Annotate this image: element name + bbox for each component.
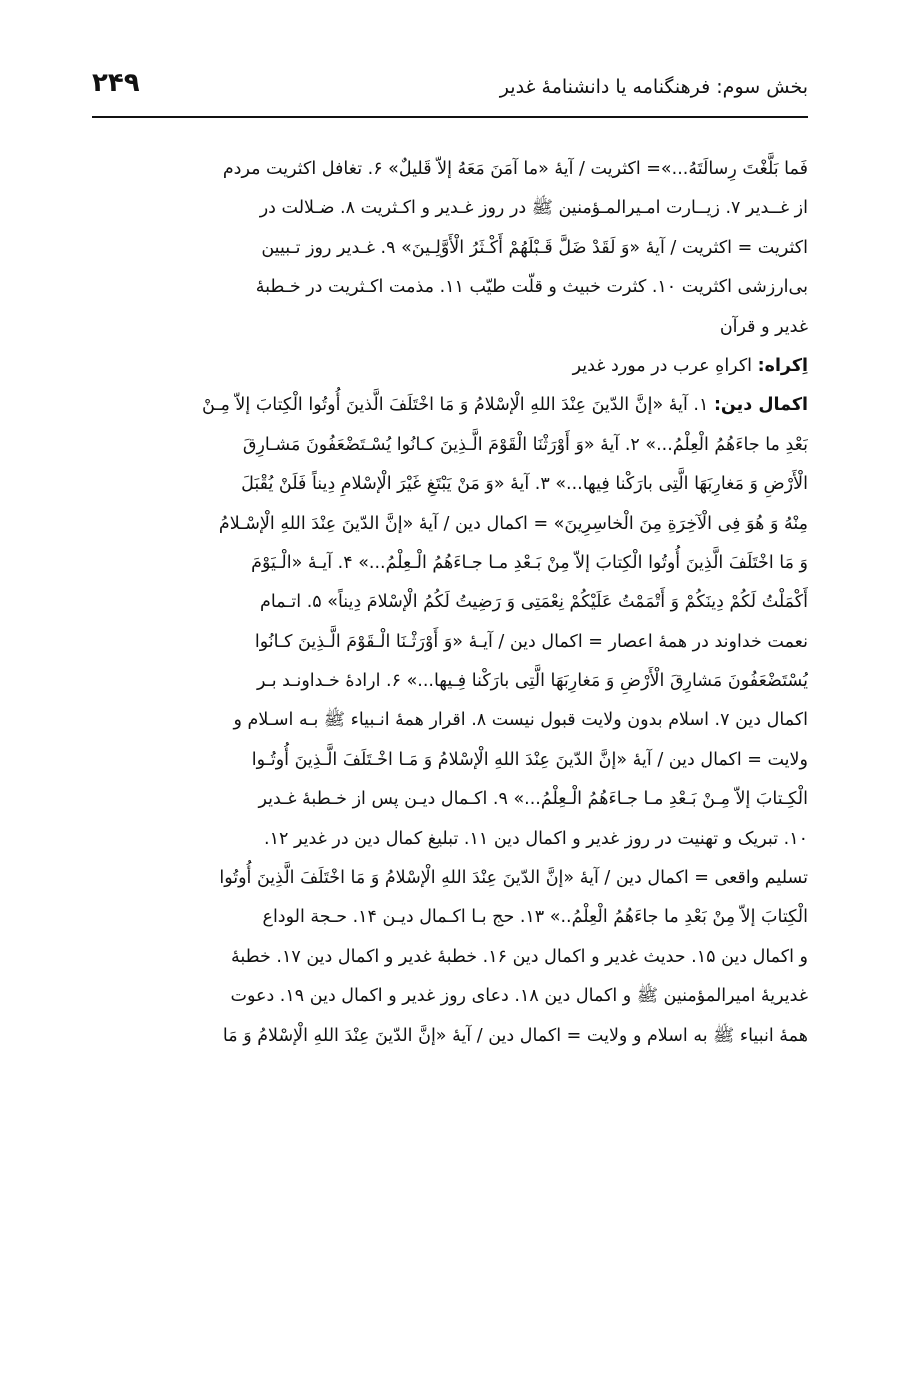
text-line [92,386,808,425]
entry-term: اکمال دین: [713,395,808,416]
text-line [92,347,808,386]
page-header [92,66,808,118]
text-line [92,820,808,859]
line-text: الْأَرْضِ وَ مَغارِبَهَا الَّتِی بارَکْنا فِیها...» ۳. آیهٔ «وَ مَنْ یَبْتَغِ غَیْرَ الْإسْلامِ دِیناً فَلَنْ یُقْبَلَ [241,474,808,495]
text-line [92,701,808,740]
text-line [92,623,808,662]
line-text: ۱۰. تبریک و تهنیت در روز غدیر و اکمال دین ۱۱. تبلیغ کمال دین در غدیر ۱۲. [263,828,808,849]
line-text: اکراهِ عرب در مورد غدیر [572,355,758,376]
line-text: و اکمال دین ۱۵. حدیث غدیر و اکمال دین ۱۶. خطبهٔ غدیر و اکمال دین ۱۷. خطبهٔ [231,946,808,967]
text-line [92,662,808,701]
text-line [92,544,808,583]
text-line [92,859,808,898]
line-text: یُسْتَضْعَفُونَ مَشارِقَ الْأَرْضِ وَ مَغارِبَهَا الَّتِی بارَکْنا فِـیها...» ۶. ارادهٔ خـداونـد بـر [256,671,808,692]
text-line [92,583,808,622]
line-text: نعمت خداوند در همهٔ اعصار = اکمال دین / آیـهٔ «وَ أَوْرَثْـنَا الْـقَوْمَ الَّـذِینَ کـانُوا [254,631,808,652]
line-text: بَعْدِ ما جاءَهُمُ الْعِلْمُ...» ۲. آیهٔ «وَ أَوْرَثْنَا الْقَوْمَ الَّـذِینَ کـانُوا یُسْـتَضْعَفُونَ مَشـارِقَ [242,434,808,455]
line-text: ۱. آیهٔ «إنَّ الدّینَ عِنْدَ اللهِ الْإسْلامُ وَ مَا اخْتَلَفَ الَّذینَ أُوتُوا الْکِتابَ إلاّ مِـنْ [202,395,714,416]
line-text: مِنْهُ وَ هُوَ فِی الْآخِرَةِ مِنَ الْخاسِرِینَ» = اکمال دین / آیهٔ «إنَّ الدّینَ عِنْدَ اللهِ الْإسْـلامُ [218,513,808,534]
text-line [92,1017,808,1056]
text-line [92,150,808,189]
text-line [92,780,808,819]
line-text: الْکِـتابَ إلاّ مِـنْ بَـعْدِ مـا جـاءَهُمُ الْـعِلْمُ...» ۹. اکـمال دیـن پس از خـطبهٔ غـدیر [258,789,808,810]
text-line [92,189,808,228]
line-text: وَ مَا اخْتَلَفَ الَّذِینَ أُوتُوا الْکِتابَ إلاّ مِنْ بَـعْدِ مـا جـاءَهُمُ الْـعِلْمُ...» ۴. آیـهٔ «الْـیَوْمَ [251,552,808,573]
text-line [92,741,808,780]
line-text: بی‌ارزشی اکثریت ۱۰. کثرت خبیث و قلّت طیّب ۱۱. مذمت اکـثریت در خـطبهٔ [255,277,808,298]
running-title: بخش سوم: فرهنگنامه یا دانشنامهٔ غدیر [499,76,808,98]
line-text: الْکِتابَ إلاّ مِنْ بَعْدِ ما جاءَهُمُ الْعِلْمُ..» ۱۳. حج بـا اکـمال دیـن ۱۴. حـجة الوداع [262,907,808,928]
page-number: ۲۴۹ [92,68,140,98]
text-line [92,505,808,544]
entry-term: اِکراه: [757,355,808,376]
line-text: اکمال دین ۷. اسلام بدون ولایت قبول نیست ۸. اقرار همهٔ انـبیاء ﷺ بـه اسـلام و [233,710,808,731]
line-text: أَکْمَلْتُ لَکُمْ دِینَکُمْ وَ أَتْمَمْتُ عَلَیْکُمْ نِعْمَتِی وَ رَضِیتُ لَکُمُ الْإسْلامَ دِیناً» ۵. اتـمام [260,592,808,613]
text-line [92,229,808,268]
text-line [92,426,808,465]
text-line [92,308,808,347]
text-line [92,977,808,1016]
line-text: ولایت = اکمال دین / آیهٔ «إنَّ الدّینَ عِنْدَ اللهِ الْإسْلامُ وَ مَـا اخْـتَلَفَ الَّـذِینَ أُوتُـوا [251,749,808,770]
line-text: تسلیم واقعی = اکمال دین / آیهٔ «إنَّ الدّینَ عِنْدَ اللهِ الْإسْلامُ وَ مَا اخْتَلَفَ الَّذِینَ أُوتُوا [219,868,808,889]
text-line [92,465,808,504]
text-line [92,898,808,937]
text-line [92,268,808,307]
body-text [92,150,808,1056]
line-text: همهٔ انبیاء ﷺ به اسلام و ولایت = اکمال دین / آیهٔ «إنَّ الدّینَ عِنْدَ اللهِ الْإسْلامُ وَ مَا [222,1025,808,1046]
line-text: غدیریهٔ امیرالمؤمنین ﷺ و اکمال دین ۱۸. دعای روز غدیر و اکمال دین ۱۹. دعوت [230,986,808,1007]
text-line [92,938,808,977]
line-text: غدیر و قرآن [719,316,808,337]
line-text: اکثریت = اکثریت / آیهٔ «وَ لَقَدْ ضَلَّ قَـبْلَهُمْ أَکْـثَرُ الْأَوَّلِـینَ» ۹. غـدیر روز تـبیین [261,237,808,258]
line-text: از غــدیر ۷. زیــارت امـیرالمـؤمنین ﷺ در روز غـدیر و اکـثریت ۸. ضـلالت در [259,198,808,219]
line-text: فَما بَلَّغْتَ رِسالَتَهُ...»= اکثریت / آیهٔ «ما آمَنَ مَعَهُ إلاّ قَلیلٌ» ۶. تغافل اکثریت مردم [222,159,808,179]
